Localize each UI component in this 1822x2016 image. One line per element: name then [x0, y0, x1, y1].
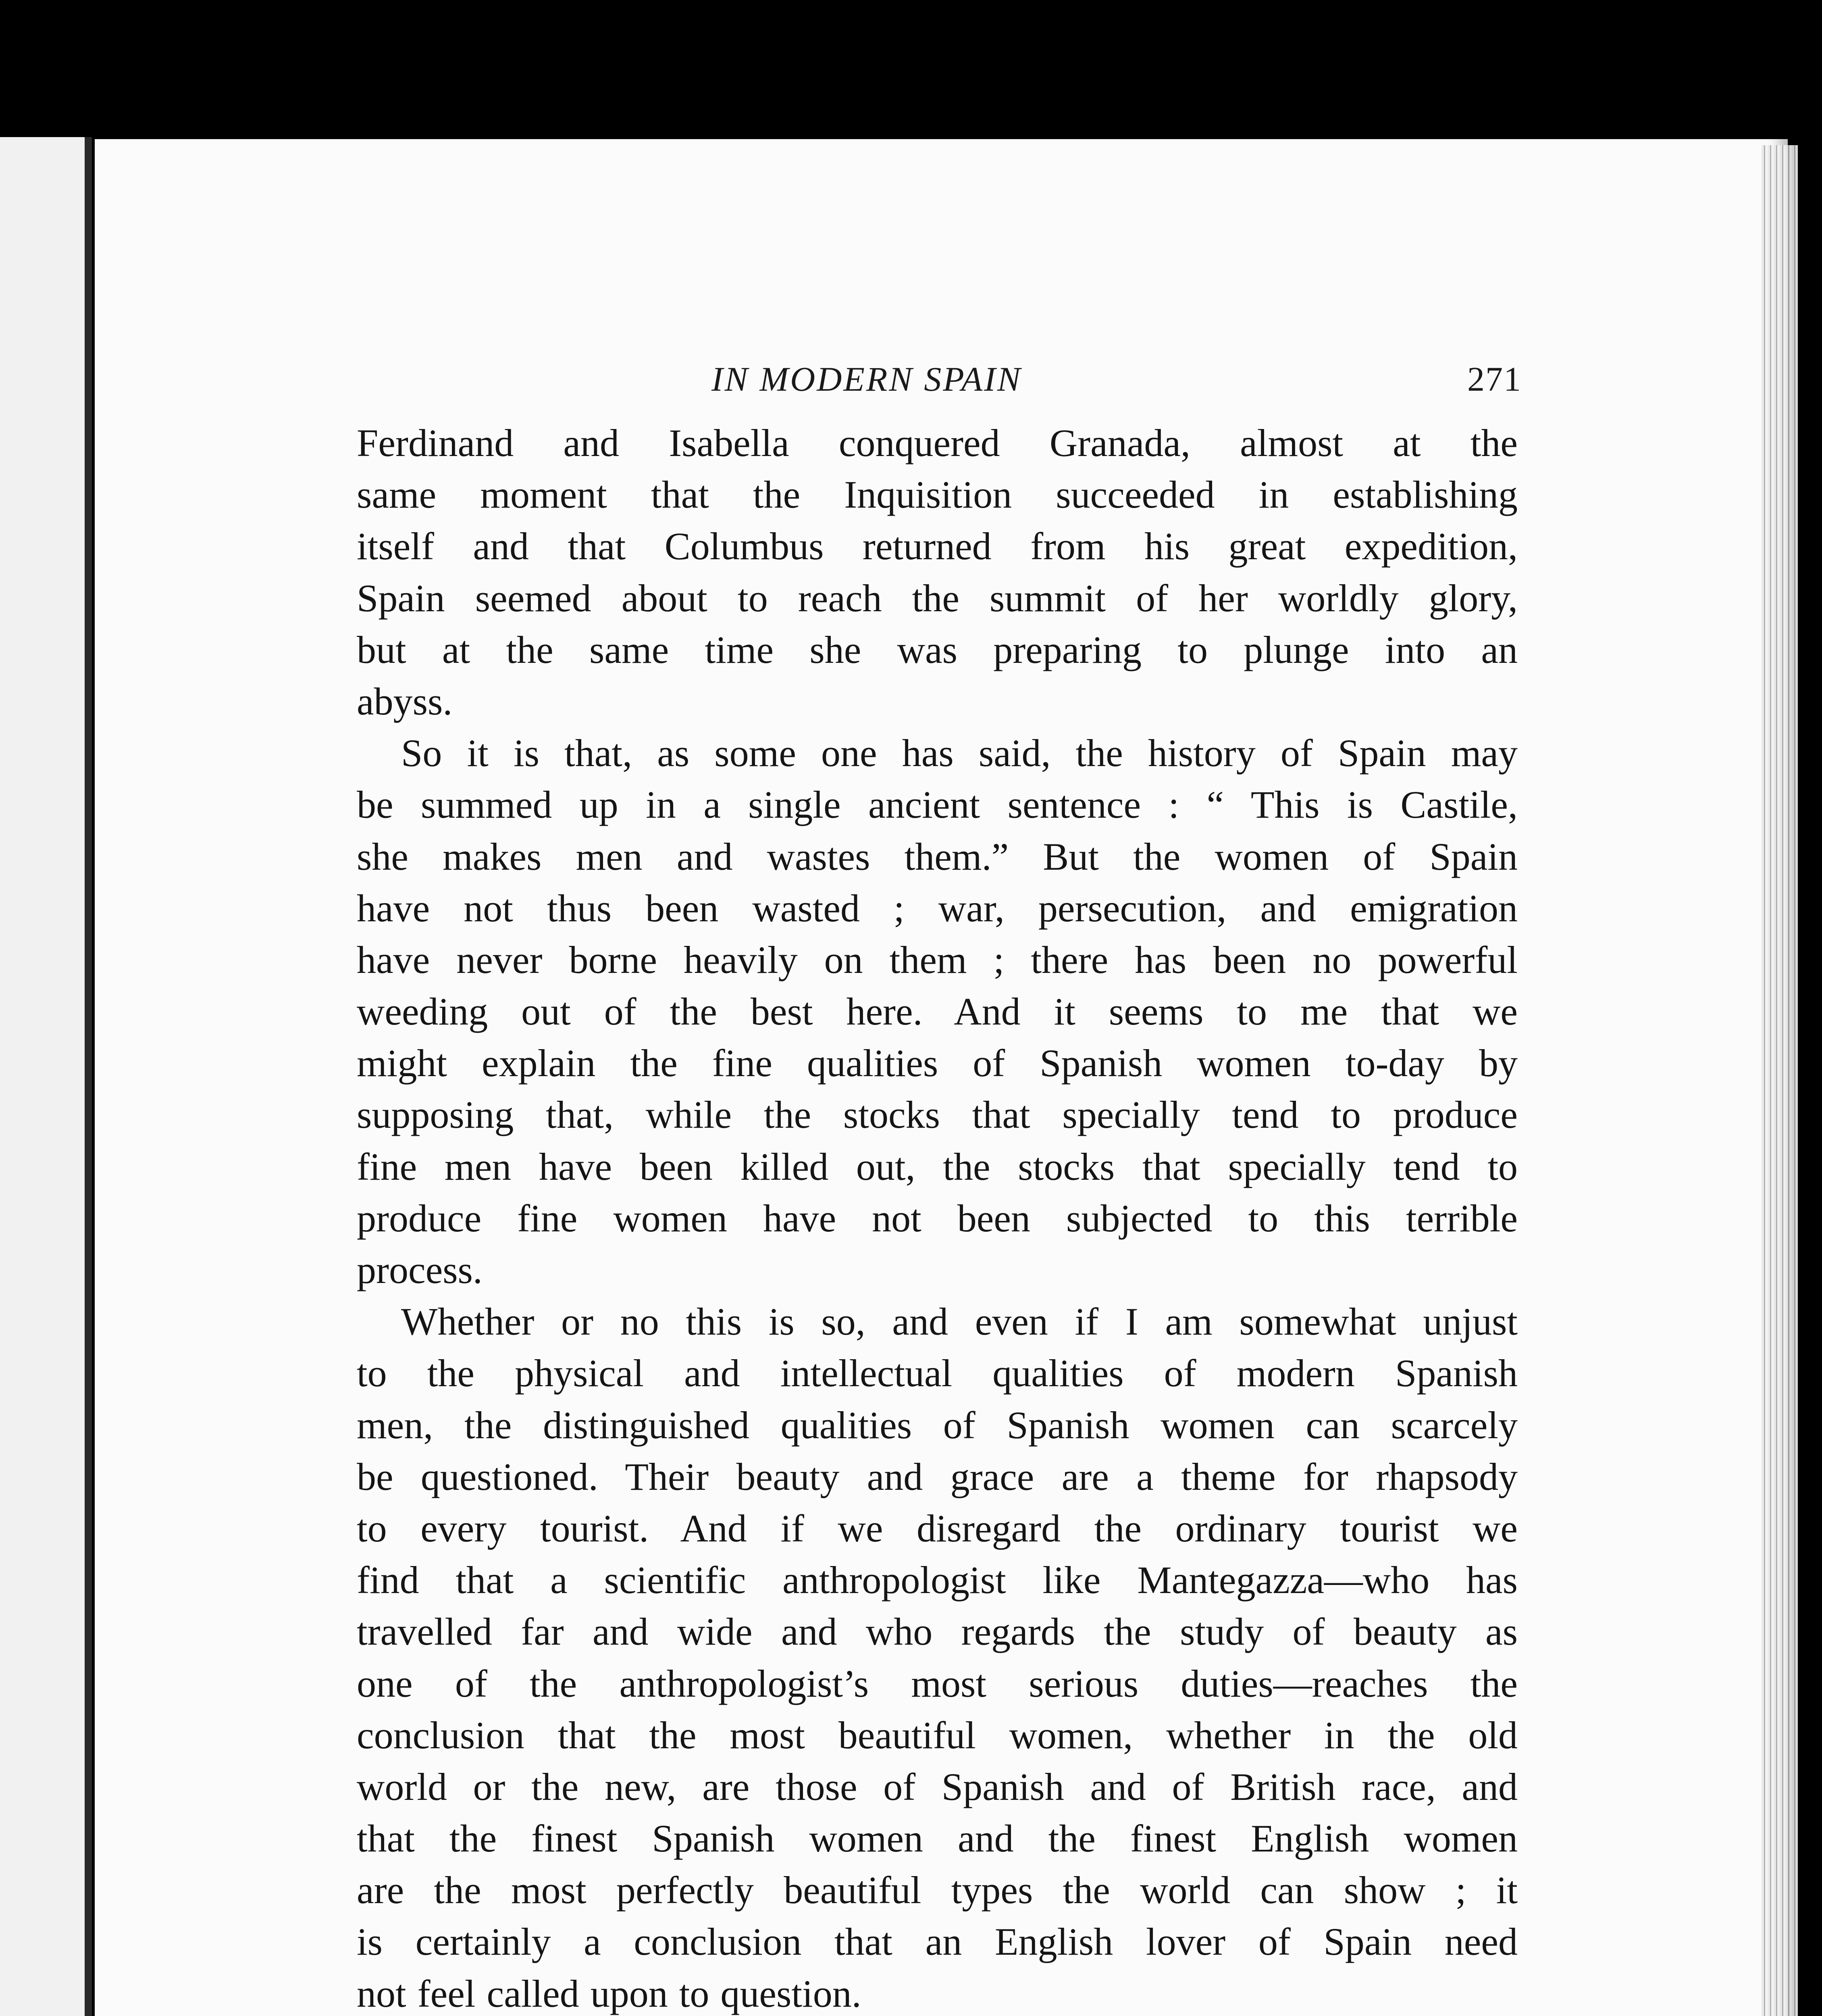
text-line: abyss. [357, 679, 453, 723]
text-line: be summed up in a single ancient sentence : “ This is Castile, [357, 783, 1518, 827]
text-line: are the most perfectly beautiful types the world can show ; it [357, 1868, 1518, 1912]
page-edge-shadow [1762, 145, 1798, 2016]
text-line: weeding out of the best here. And it seems to me that we [357, 990, 1518, 1033]
text-line: men, the distinguished qualities of Spanish women can scarcely [357, 1403, 1518, 1447]
text-line: itself and that Columbus returned from his great expedition, [357, 525, 1518, 568]
text-line: have not thus been wasted ; war, persecution, and emigration [357, 886, 1518, 930]
text-line: fine men have been killed out, the stocks that specially tend to [357, 1145, 1518, 1188]
text-line: process. [357, 1248, 483, 1291]
page-number: 271 [1467, 360, 1522, 398]
text-line: that the finest Spanish women and the finest English women [357, 1817, 1518, 1860]
text-line: produce fine women have not been subjected to this terrible [357, 1196, 1518, 1240]
text-line: world or the new, are those of Spanish and of British race, and [357, 1765, 1518, 1808]
running-title: IN MODERN SPAIN [711, 360, 1022, 398]
text-line: be questioned. Their beauty and grace are a theme for rhapsody [357, 1455, 1518, 1498]
text-line: to every tourist. And if we disregard the ordinary tourist we [357, 1506, 1518, 1550]
running-header [357, 359, 1522, 403]
text-line: is certainly a conclusion that an English lover of Spain need [357, 1920, 1518, 1964]
text-line: find that a scientific anthropologist like Mantegazza—who has [357, 1558, 1518, 1602]
text-line: have never borne heavily on them ; there has been no powerful [357, 938, 1518, 981]
body-text [357, 417, 1518, 2016]
text-line: one of the anthropologist’s most serious duties—reaches the [357, 1662, 1518, 1705]
text-line: supposing that, while the stocks that specially tend to produce [357, 1093, 1518, 1137]
text-line: to the physical and intellectual qualities of modern Spanish [357, 1352, 1518, 1395]
facing-page-edge [0, 137, 92, 2016]
text-line: might explain the fine qualities of Spanish women to-day by [357, 1041, 1518, 1085]
text-line: but at the same time she was preparing to plunge into an [357, 628, 1518, 671]
text-line: Ferdinand and Isabella conquered Granada, almost at the [357, 421, 1518, 464]
text-line: travelled far and wide and who regards the study of beauty as [357, 1610, 1518, 1654]
text-line: So it is that, as some one has said, the history of Spain may [401, 731, 1518, 775]
text-line: conclusion that the most beautiful women, whether in the old [357, 1713, 1518, 1757]
text-line: Spain seemed about to reach the summit of her worldly glory, [357, 576, 1518, 620]
text-line: Whether or no this is so, and even if I am somewhat unjust [401, 1300, 1518, 1343]
text-line: she makes men and wastes them.” But the women of Spain [357, 835, 1518, 878]
text-line: not feel called upon to question. [357, 1972, 861, 2015]
text-line: same moment that the Inquisition succeeded in establishing [357, 473, 1518, 516]
